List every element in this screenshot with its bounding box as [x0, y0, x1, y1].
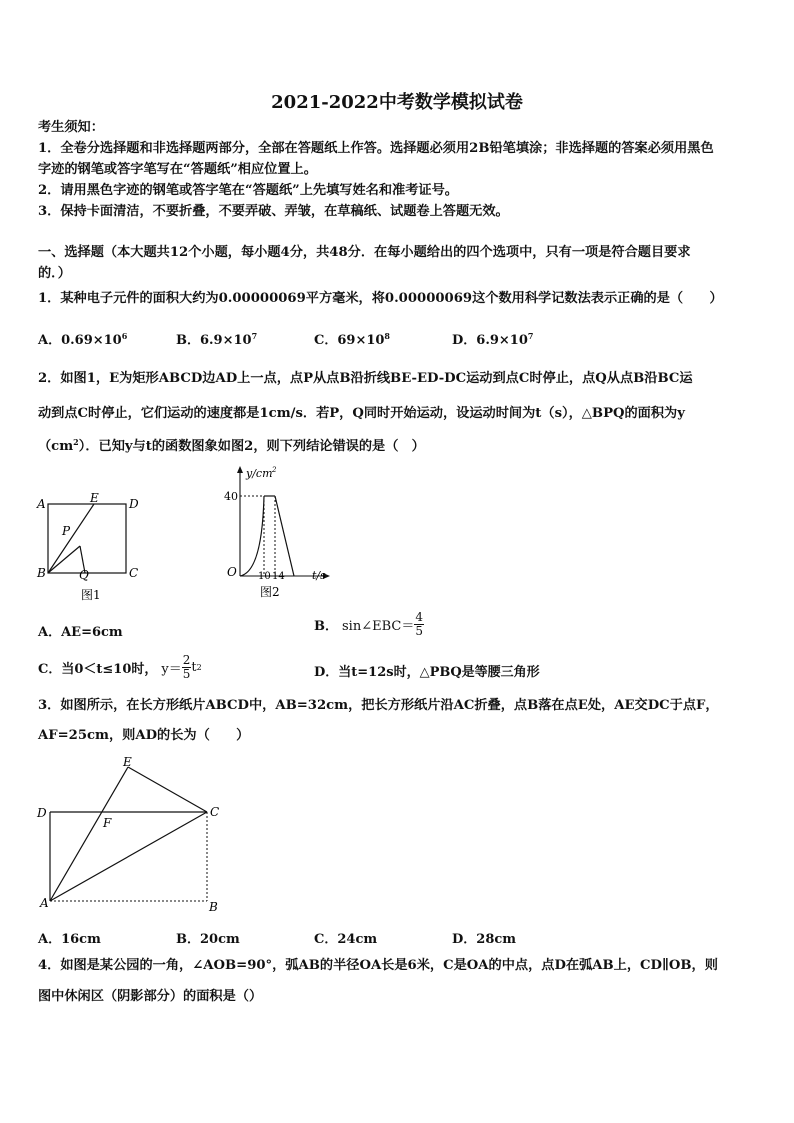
q3-figure: [32, 754, 232, 916]
q2-figure-1: [30, 488, 150, 604]
q3-label-c: C: [210, 805, 220, 819]
section-heading-cont: 的．）: [38, 266, 71, 281]
q3-label-d: D: [37, 806, 47, 820]
fig1-label-b: B: [37, 566, 46, 580]
notice-item-1-cont: 字迹的钢笔或答字笔写在“答题纸”相应位置上。: [38, 162, 317, 177]
q2-option-b: B． sin∠EBC＝ $\frac{4}{5}$: [314, 610, 423, 638]
q2-option-a: A．AE=6cm: [38, 625, 123, 640]
q1-option-c: C．$69\times 10^8$: [314, 331, 390, 348]
notice-heading: 考生须知：: [38, 120, 104, 135]
question-2-line-1: 2．如图1，E为矩形ABCD边AD上一点，点P从点B沿折线BE-ED-DC运动到点C时停止，点Q从点B沿BC运: [38, 371, 693, 386]
section-heading: 一、选择题（本大题共12个小题，每小题4分，共48分．在每小题给出的四个选项中，只有一项是符合题目要求: [38, 245, 691, 260]
fig1-label-c: C: [129, 566, 139, 580]
q1-option-d: D．$6.9\times 10^7$: [452, 331, 534, 348]
fig2-ylabel: y/cm: [246, 467, 273, 480]
q3-label-a: A: [40, 896, 49, 910]
q1-option-a: A．$0.69\times 10^6$: [38, 331, 128, 348]
q3-option-b: B．20cm: [176, 932, 240, 947]
question-2-line-2: 动到点C时停止，它们运动的速度都是1cm/s．若P，Q同时开始运动，设运动时间为t（s），△BPQ的面积为y: [38, 406, 685, 421]
fig2-caption: 图2: [260, 585, 280, 599]
fig1-label-d: D: [129, 497, 139, 511]
notice-item-1: 1．全卷分选择题和非选择题两部分，全部在答题纸上作答。选择题必须用2B铅笔填涂；非选择题的答案必须用黑色: [38, 141, 714, 156]
q3-option-c: C．24cm: [314, 932, 378, 947]
q3-option-d: D．28cm: [452, 932, 517, 947]
question-4-line-2: 图中休闲区（阴影部分）的面积是（）: [38, 989, 263, 1004]
fig1-caption: 图1: [81, 588, 101, 602]
question-1-text: 1．某种电子元件的面积大约为0.00000069平方毫米，将0.00000069这个数用科学记数法表示正确的是（ ）: [38, 291, 723, 306]
question-3-line-1: 3．如图所示，在长方形纸片ABCD中，AB=32cm，把长方形纸片沿AC折叠，点B落在点E处，AE交DC于点F，: [38, 698, 719, 713]
q3-label-e: E: [123, 755, 132, 769]
q3-label-f: F: [103, 816, 112, 830]
fig2-x10: 10: [258, 571, 271, 582]
question-2-line-3: $(cm^2)$．已知y与t的函数图象如图2，则下列结论错误的是（ ）: [38, 437, 425, 454]
fig1-label-a: A: [37, 497, 46, 511]
q2-option-c: C．当0＜t≤10时， y＝ $\frac{2}{5}$ t 2: [38, 653, 202, 681]
fig2-y40: 40: [224, 490, 238, 503]
fig2-x14: 14: [272, 571, 285, 582]
q2-figure-2: [222, 462, 340, 604]
q3-option-a: A．16cm: [38, 932, 101, 947]
fig1-label-e: E: [90, 491, 99, 505]
question-4-line-1: 4．如图是某公园的一角，∠AOB=90°，弧AB的半径OA长是6米，C是OA的中点，点D在弧AB上，CD∥OB，则: [38, 958, 718, 973]
fig2-ylabel-sup: 2: [272, 466, 277, 474]
fig2-xlabel: t/s: [312, 569, 326, 582]
q3-label-b: B: [209, 900, 218, 914]
fig1-label-q: Q: [79, 568, 89, 582]
fig1-label-p: P: [62, 524, 71, 538]
q2-option-d: D．当t=12s时，△PBQ是等腰三角形: [314, 665, 540, 680]
notice-item-3: 3．保持卡面清洁，不要折叠，不要弄破、弄皱，在草稿纸、试题卷上答题无效。: [38, 204, 509, 219]
page-title: 2021-2022中考数学模拟试卷: [271, 92, 523, 113]
fig2-origin: O: [227, 565, 237, 579]
q1-option-b: B．$6.9\times 10^7$: [176, 331, 258, 348]
notice-item-2: 2．请用黑色字迹的钢笔或答字笔在“答题纸”上先填写姓名和准考证号。: [38, 183, 458, 198]
question-3-line-2: AF=25cm，则AD的长为（ ）: [38, 728, 250, 743]
